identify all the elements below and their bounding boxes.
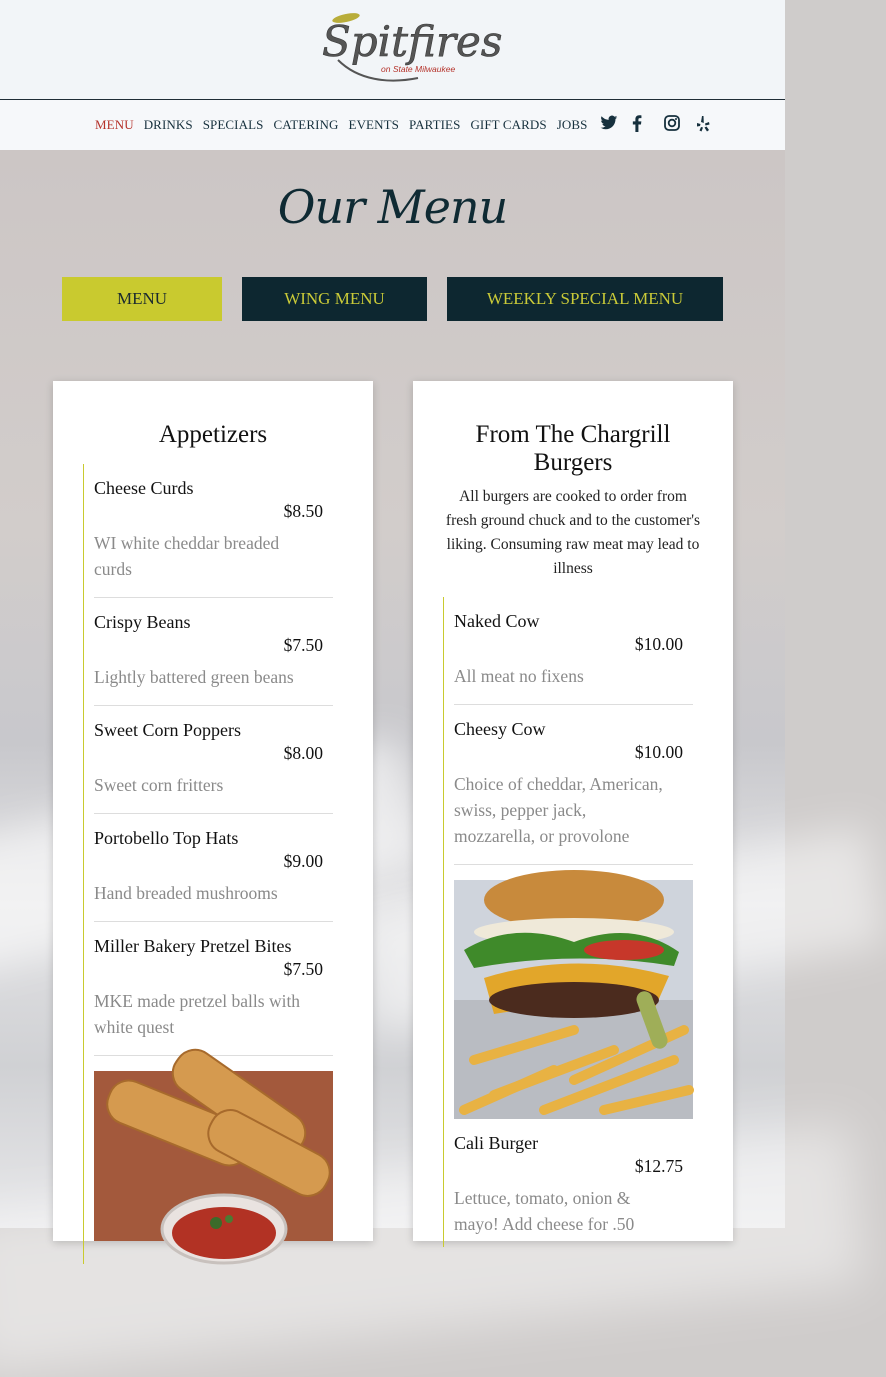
menu-item	[454, 611, 693, 705]
tab-menu[interactable]: MENU	[62, 277, 222, 321]
menu-item-price: $8.00	[283, 743, 323, 763]
menu-item-name: Cheese Curds	[94, 478, 194, 498]
menu-item-price: $7.50	[283, 635, 323, 655]
menu-item-desc: All meat no fixens	[454, 666, 584, 686]
menu-item-price: $10.00	[634, 634, 683, 654]
svg-text:Spitfires: Spitfires	[322, 17, 503, 66]
menu-item-name: Portobello Top Hats	[94, 828, 239, 848]
menu-item-price: $9.00	[283, 851, 323, 871]
tab-wing-menu[interactable]: WING MENU	[242, 277, 427, 321]
menu-item-name: Naked Cow	[454, 611, 540, 631]
burger-photo	[454, 880, 693, 1119]
menu-item-name: Crispy Beans	[94, 612, 191, 632]
accent-rail	[443, 597, 444, 1247]
yelp-icon[interactable]	[696, 115, 728, 135]
section-title-burgers: From The Chargrill Burgers	[475, 421, 671, 476]
menu-item	[94, 612, 333, 706]
menu-item	[454, 1133, 693, 1293]
instagram-icon[interactable]	[664, 115, 696, 135]
nav-item-jobs[interactable]: JOBS	[556, 117, 588, 132]
menu-item-name: Cheesy Cow	[454, 719, 546, 739]
nav-item-catering[interactable]: CATERING	[273, 117, 339, 132]
menu-item-price: $8.50	[283, 501, 323, 521]
section-title-appetizers: Appetizers	[158, 421, 268, 448]
facebook-icon[interactable]	[632, 115, 664, 135]
menu-item	[94, 720, 333, 814]
nav-item-gift-cards[interactable]: GIFT CARDS	[470, 117, 547, 132]
burgers-card	[413, 381, 733, 1241]
nav-item-menu[interactable]: MENU	[95, 117, 134, 132]
menu-item-name: Miller Bakery Pretzel Bites	[94, 936, 292, 956]
nav-item-drinks[interactable]: DRINKS	[143, 117, 193, 132]
tab-weekly-special-menu[interactable]: WEEKLY SPECIAL MENU	[447, 277, 723, 321]
menu-item-name: Sweet Corn Poppers	[94, 720, 241, 740]
menu-item	[94, 828, 333, 922]
menu-item-desc: Sweet corn fritters	[94, 775, 224, 795]
twitter-icon[interactable]	[600, 115, 632, 135]
spitfires-logo[interactable]	[318, 10, 503, 90]
svg-text:on State Milwaukee: on State Milwaukee	[381, 64, 456, 74]
appetizers-card	[53, 381, 373, 1241]
section-description: All burgers are cooked to order from fresh ground chuck and to the customer's liking. Consuming raw meat may lead to illness	[445, 488, 701, 577]
menu-item-desc: Choice of cheddar, American, swiss, pepper jack, mozzarella, or provolone	[454, 774, 663, 846]
menu-item-desc: Lightly battered green beans	[94, 667, 294, 687]
menu-item-price: $10.00	[634, 742, 683, 762]
egg-rolls-photo	[94, 1071, 333, 1241]
menu-item-desc: Hand breaded mushrooms	[94, 883, 278, 903]
nav-item-specials[interactable]: SPECIALS	[202, 117, 264, 132]
menu-item-name: Cali Burger	[454, 1133, 539, 1153]
menu-item	[94, 478, 333, 598]
nav-item-parties[interactable]: PARTIES	[408, 117, 461, 132]
menu-item	[94, 936, 333, 1056]
menu-item-desc: WI white cheddar breaded curds	[94, 533, 280, 579]
social-links	[600, 115, 728, 135]
nav-item-events[interactable]: EVENTS	[348, 117, 399, 132]
menu-item-price: $12.75	[634, 1156, 683, 1176]
site-header	[0, 0, 785, 100]
main-nav	[0, 100, 785, 150]
accent-rail	[83, 464, 84, 1264]
page-title: Our Menu	[277, 180, 508, 234]
menu-item-desc: Lettuce, tomato, onion & mayo! Add cheese for .50	[454, 1188, 635, 1234]
menu-item-desc: MKE made pretzel balls with white quest	[94, 991, 301, 1037]
menu-item	[454, 719, 693, 865]
menu-item-price: $7.50	[283, 959, 323, 979]
